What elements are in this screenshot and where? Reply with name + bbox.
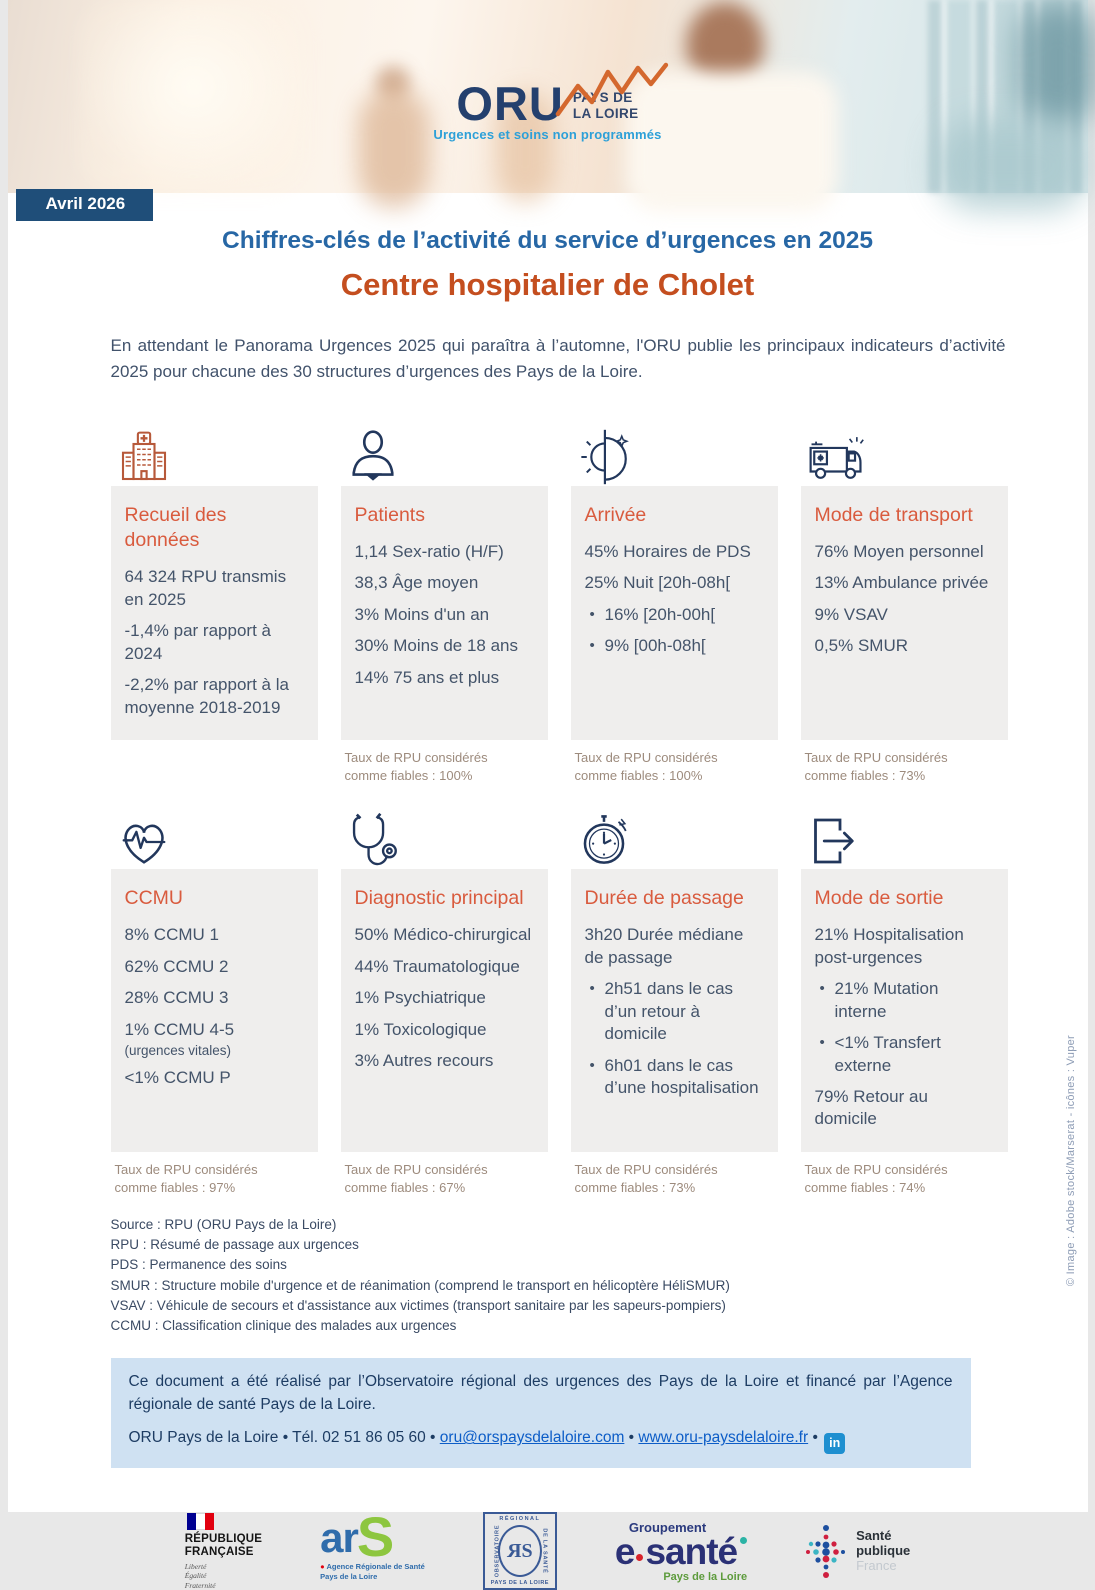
bullet-dot: • xyxy=(590,604,605,627)
oru-region-line1: PAYS DE xyxy=(573,90,633,105)
stat-line: 44% Traumatologique xyxy=(355,956,534,978)
reliability-note: Taux de RPU considérés comme fiables : 67% xyxy=(341,1161,526,1199)
stat-line: 1% CCMU 4-5 xyxy=(125,1019,304,1041)
banner-teal-blob xyxy=(1018,0,1095,130)
ors-seal-left-text: OBSERVATOIRE xyxy=(494,1525,500,1578)
rf-motto1: Liberté xyxy=(185,1562,207,1571)
ors-seal-logo xyxy=(483,1512,557,1590)
stats-grid-row2 xyxy=(111,803,1008,1199)
stat-card xyxy=(571,803,778,1199)
stat-line: 28% CCMU 3 xyxy=(125,987,304,1009)
glossary-line: RPU : Résumé de passage aux urgences xyxy=(111,1235,1008,1255)
ors-monogram-r: R xyxy=(508,1540,521,1563)
image-credit: © Image : Adobe stock/Marserat - icônes : Vuper xyxy=(1066,1035,1078,1286)
esante-teal-dot xyxy=(740,1537,747,1544)
email-link[interactable]: oru@orspaysdelaloire.com xyxy=(440,1429,625,1446)
intro-paragraph: En attendant le Panorama Urgences 2025 qui paraîtra à l’automne, l'ORU publie les principaux indicateurs d’activité 2025 pour chacune des 30 structures d’urgences des Pays de la Loire. xyxy=(111,333,1006,386)
website-link[interactable]: www.oru-paysdelaloire.fr xyxy=(638,1429,808,1446)
reliability-note: Taux de RPU considérés comme fiables : 100% xyxy=(341,749,526,787)
stat-line: 0,5% SMUR xyxy=(815,635,994,657)
ors-monogram-s: S xyxy=(522,1540,532,1562)
banner-light-blob xyxy=(78,0,308,193)
ars-ar-text: ar xyxy=(320,1521,358,1555)
exit-door-icon xyxy=(801,803,1008,869)
stat-card-title: Mode de transport xyxy=(815,503,994,528)
bullet-dot: • xyxy=(820,1032,835,1077)
glossary xyxy=(111,1215,1008,1337)
stat-card-title: Durée de passage xyxy=(585,886,764,911)
stat-card-box xyxy=(571,486,778,740)
spf-dots-icon xyxy=(805,1522,847,1580)
stat-line: 3% Moins d'un an xyxy=(355,604,534,626)
stat-line: -2,2% par rapport à la moyenne 2018-2019 xyxy=(125,674,304,719)
bullet-dot: • xyxy=(590,978,605,1045)
stat-line: 50% Médico-chirurgical xyxy=(355,924,534,946)
banner-teal-blob xyxy=(938,120,1088,210)
oru-logo-text: ORU xyxy=(456,84,563,124)
stats-grid-row1 xyxy=(111,420,1008,787)
spf-line1: Santé xyxy=(856,1528,891,1543)
glossary-line: SMUR : Structure mobile d'urgence et de réanimation (comprend le transport en hélicoptère HéliSMUR) xyxy=(111,1276,1008,1296)
stat-card-box xyxy=(801,486,1008,740)
contact-prefix: ORU Pays de la Loire • Tél. 02 51 86 05 60 • xyxy=(129,1429,440,1446)
stat-line: 9% VSAV xyxy=(815,604,994,626)
republique-francaise-logo xyxy=(185,1513,262,1590)
stat-card xyxy=(111,803,318,1199)
stat-line: 38,3 Âge moyen xyxy=(355,572,534,594)
esante-logo xyxy=(615,1520,747,1583)
esante-region-text: Pays de la Loire xyxy=(663,1571,747,1583)
ors-seal-right-text: DE LA SANTÉ xyxy=(541,1529,547,1574)
rf-line1: RÉPUBLIQUE xyxy=(185,1533,262,1545)
oru-logo-tagline: Urgences et soins non programmés xyxy=(433,127,661,142)
stat-card-box xyxy=(341,486,548,740)
stat-card xyxy=(571,420,778,787)
french-flag-icon xyxy=(187,1513,214,1530)
zigzag-chart-icon xyxy=(553,60,671,118)
stat-line-text: 9% [00h-08h[ xyxy=(605,635,706,658)
rf-motto3: Fraternité xyxy=(185,1581,216,1590)
stat-card-title: Recueil des données xyxy=(125,503,304,554)
stat-line-text: 6h01 dans le cas d’une hospitalisation xyxy=(605,1055,764,1100)
sante-publique-france-logo xyxy=(805,1522,910,1580)
bullet-dot: • xyxy=(820,978,835,1023)
stat-card xyxy=(341,803,548,1199)
stat-card-title: Mode de sortie xyxy=(815,886,994,911)
esante-red-dot xyxy=(636,1554,643,1561)
contact-box xyxy=(111,1358,971,1468)
stat-line-text: 16% [20h-00h[ xyxy=(605,604,716,627)
spf-line2: publique xyxy=(856,1543,910,1558)
stat-line: 21% Hospitalisation post-urgences xyxy=(815,924,994,969)
contact-details xyxy=(129,1427,953,1454)
stat-line: 30% Moins de 18 ans xyxy=(355,635,534,657)
reliability-note: Taux de RPU considérés comme fiables : 97% xyxy=(111,1161,296,1199)
stat-card xyxy=(801,420,1008,787)
stat-line-text: 21% Mutation interne xyxy=(835,978,994,1023)
page-subtitle: Centre hospitalier de Cholet xyxy=(48,267,1048,303)
stat-line xyxy=(585,604,764,627)
stat-line xyxy=(815,978,994,1023)
stat-line: 3% Autres recours xyxy=(355,1050,534,1072)
glossary-line: CCMU : Classification clinique des malades aux urgences xyxy=(111,1316,1008,1336)
stat-line: 1,14 Sex-ratio (H/F) xyxy=(355,541,534,563)
reliability-note: Taux de RPU considérés comme fiables : 73% xyxy=(571,1161,756,1199)
stat-line: 3h20 Durée médiane de passage xyxy=(585,924,764,969)
heart-pulse-icon xyxy=(111,803,318,869)
stat-line: 25% Nuit [20h-08h[ xyxy=(585,572,764,594)
stat-line: 76% Moyen personnel xyxy=(815,541,994,563)
stat-card-title: Diagnostic principal xyxy=(355,886,534,911)
person-icon xyxy=(341,420,548,486)
day-night-icon xyxy=(571,420,778,486)
stat-line: 14% 75 ans et plus xyxy=(355,667,534,689)
esante-sante-text: santé xyxy=(645,1535,737,1568)
document-page xyxy=(8,0,1088,1512)
stopwatch-icon xyxy=(571,803,778,869)
ars-s-text: S xyxy=(357,1515,394,1560)
reliability-note: Taux de RPU considérés comme fiables : 100% xyxy=(571,749,756,787)
stat-card xyxy=(111,420,318,787)
stat-card-title: CCMU xyxy=(125,886,304,911)
stat-line xyxy=(585,1055,764,1100)
page-title: Chiffres-clés de l’activité du service d’urgences en 2025 xyxy=(48,227,1048,255)
separator: • xyxy=(624,1429,638,1446)
stat-line xyxy=(585,635,764,658)
stat-line xyxy=(815,1032,994,1077)
linkedin-icon[interactable]: in xyxy=(824,1433,845,1454)
partner-logos-row xyxy=(68,1512,1028,1590)
stat-line: 1% Psychiatrique xyxy=(355,987,534,1009)
stat-card xyxy=(341,420,548,787)
stat-line: 62% CCMU 2 xyxy=(125,956,304,978)
stat-line: 13% Ambulance privée xyxy=(815,572,994,594)
hospital-icon xyxy=(111,420,318,486)
stat-line: 45% Horaires de PDS xyxy=(585,541,764,563)
rf-line2: FRANÇAISE xyxy=(185,1546,254,1558)
reliability-note xyxy=(111,749,296,787)
stat-line: 79% Retour au domicile xyxy=(815,1086,994,1131)
glossary-line: PDS : Permanence des soins xyxy=(111,1255,1008,1275)
stat-card-box xyxy=(341,869,548,1152)
reliability-note: Taux de RPU considérés comme fiables : 74% xyxy=(801,1161,986,1199)
esante-e-text: e xyxy=(615,1535,635,1568)
header-photo-banner xyxy=(8,0,1088,193)
ambulance-icon xyxy=(801,420,1008,486)
stat-line: 1% Toxicologique xyxy=(355,1019,534,1041)
stat-line: -1,4% par rapport à 2024 xyxy=(125,620,304,665)
bullet-dot: • xyxy=(590,635,605,658)
stat-line-note: (urgences vitales) xyxy=(125,1043,304,1058)
stat-card xyxy=(801,803,1008,1199)
ors-seal-ellipse xyxy=(498,1525,542,1577)
stat-line: 64 324 RPU transmis en 2025 xyxy=(125,566,304,611)
stat-card-box xyxy=(111,869,318,1152)
stat-line: 8% CCMU 1 xyxy=(125,924,304,946)
ars-logo: ar S ● Agence Régionale de Santé Pays de la Loire xyxy=(320,1521,425,1581)
contact-statement: Ce document a été réalisé par l’Observatoire régional des urgences des Pays de la Loire et financé par l’Agence régionale de santé Pays de la Loire. xyxy=(129,1371,953,1416)
reliability-note: Taux de RPU considérés comme fiables : 73% xyxy=(801,749,986,787)
bullet-dot: • xyxy=(590,1055,605,1100)
stat-card-box xyxy=(571,869,778,1152)
date-badge: Avril 2026 xyxy=(16,189,154,221)
stat-card-box xyxy=(801,869,1008,1152)
stat-card-title: Patients xyxy=(355,503,534,528)
stat-card-box xyxy=(111,486,318,740)
stat-line: <1% CCMU P xyxy=(125,1067,304,1089)
stat-line-text: 2h51 dans le cas d’un retour à domicile xyxy=(605,978,764,1045)
ors-seal-top-text: RÉGIONAL xyxy=(485,1516,555,1522)
stat-line-text: <1% Transfert externe xyxy=(835,1032,994,1077)
spf-line3: France xyxy=(856,1558,896,1573)
stat-card-title: Arrivée xyxy=(585,503,764,528)
ors-seal-bottom-text: PAYS DE LA LOIRE xyxy=(485,1580,555,1586)
stethoscope-icon xyxy=(341,803,548,869)
rf-motto2: Égalité xyxy=(185,1571,207,1580)
oru-region-line2: LA LOIRE xyxy=(573,106,639,121)
glossary-line: VSAV : Véhicule de secours et d'assistance aux victimes (transport sanitaire par les sapeurs-pompiers) xyxy=(111,1296,1008,1316)
banner-silhouette xyxy=(358,88,430,208)
separator: • xyxy=(808,1429,822,1446)
ars-region: Pays de la Loire xyxy=(320,1572,377,1581)
esante-groupement-text: Groupement xyxy=(629,1520,706,1535)
oru-logo xyxy=(433,84,661,142)
ars-subtitle: Agence Régionale de Santé xyxy=(326,1562,424,1571)
glossary-line: Source : RPU (ORU Pays de la Loire) xyxy=(111,1215,1008,1235)
stat-line xyxy=(585,978,764,1045)
